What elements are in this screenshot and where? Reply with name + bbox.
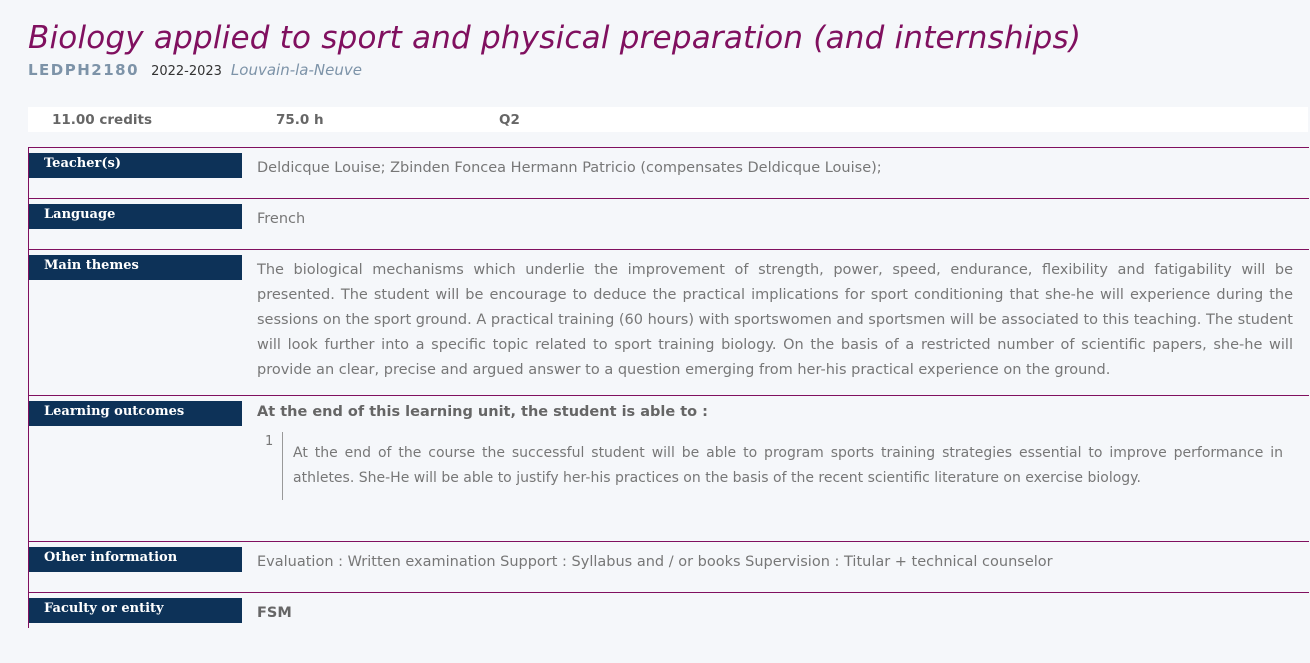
label-main-themes: Main themes bbox=[29, 255, 242, 280]
label-teachers: Teacher(s) bbox=[29, 153, 242, 178]
quadrimester: Q2 bbox=[499, 112, 520, 128]
learning-outcome-text: At the end of the course the successful student will be able to program sports training strategies essential to improve performance in athletes. She-He will be able to justify her-his practices on the basis of the recent scientific literature on exercise biology. bbox=[293, 445, 1283, 486]
course-code: LEDPH2180 bbox=[28, 61, 140, 79]
course-meta-bar bbox=[28, 107, 1308, 132]
campus-site: Louvain-la-Neuve bbox=[230, 61, 362, 79]
course-details-table bbox=[28, 147, 1309, 628]
row-learning-outcomes bbox=[29, 395, 1309, 541]
value-faculty: FSM bbox=[257, 605, 292, 621]
learning-outcome-divider bbox=[282, 432, 283, 500]
credits: 11.00 credits bbox=[52, 112, 152, 128]
academic-year: 2022-2023 bbox=[151, 64, 222, 79]
label-language: Language bbox=[29, 204, 242, 229]
row-main-themes bbox=[29, 249, 1309, 395]
value-language: French bbox=[257, 211, 306, 227]
label-other-information: Other information bbox=[29, 547, 242, 572]
course-subline bbox=[28, 61, 362, 79]
value-main-themes: The biological mechanisms which underlie the improvement of strength, power, speed, endurance, flexibility and fatigability will be presented. The student will be encourage to deduce the practical implications for sport conditioning that she-he will experience during the sessions on the sport ground. A practical training (60 hours) with sportswomen and sportsmen will be associated to this teaching. The student will look further into a specific topic related to sport training biology. On the basis of a restricted number of scientific papers, she-he will provide an clear, precise and argued answer to a question emerging from her-his practical experience on the ground. bbox=[257, 262, 1293, 378]
value-other-information: Evaluation : Written examination Support : Syllabus and / or books Supervision : Titular + technical counselor bbox=[257, 554, 1053, 570]
value-teachers: Deldicque Louise; Zbinden Foncea Hermann Patricio (compensates Deldicque Louise); bbox=[257, 160, 882, 176]
page-title: Biology applied to sport and physical preparation (and internships) bbox=[28, 20, 1082, 56]
label-faculty: Faculty or entity bbox=[29, 598, 242, 623]
learning-outcome-item bbox=[257, 432, 1283, 500]
learning-outcomes-heading: At the end of this learning unit, the student is able to : bbox=[257, 404, 708, 420]
row-language bbox=[29, 198, 1309, 249]
learning-outcome-number: 1 bbox=[265, 434, 274, 449]
hours: 75.0 h bbox=[276, 112, 324, 128]
row-other-information bbox=[29, 541, 1309, 592]
row-teachers bbox=[29, 147, 1309, 198]
label-learning-outcomes: Learning outcomes bbox=[29, 401, 242, 426]
row-faculty bbox=[29, 592, 1309, 629]
